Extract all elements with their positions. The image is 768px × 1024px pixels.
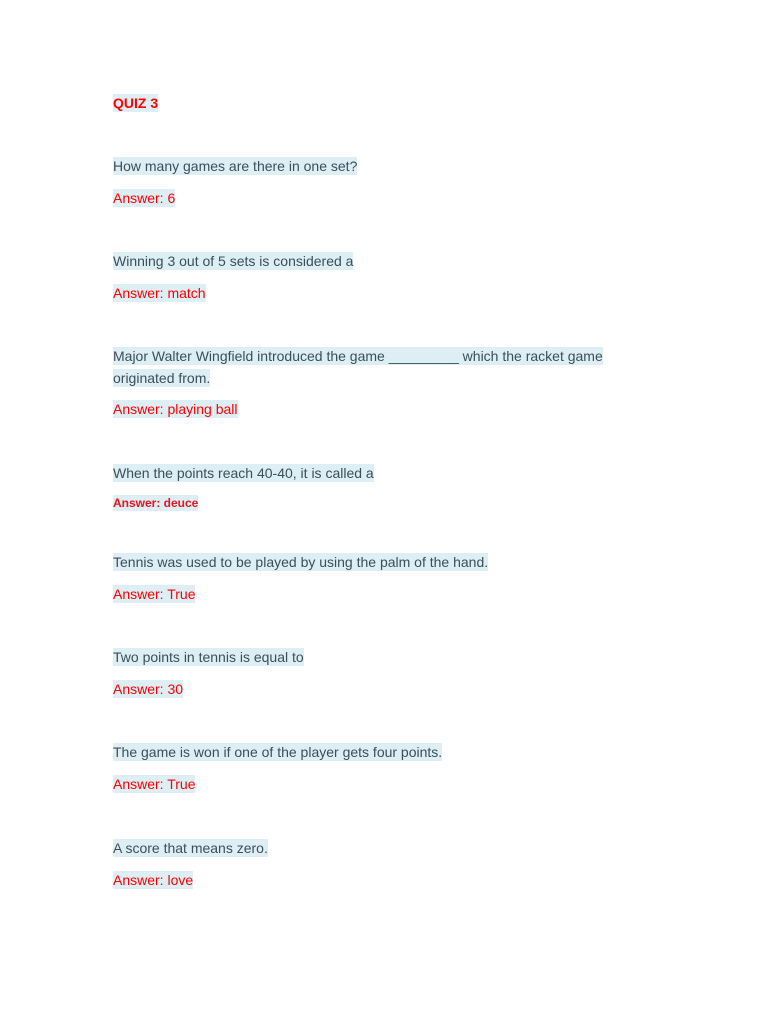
answer-7-text: Answer: True	[113, 776, 196, 792]
answer-8-text: Answer: love	[113, 872, 194, 888]
question-5-text: Tennis was used to be played by using the palm of the hand.	[113, 554, 489, 570]
answer-6	[113, 678, 183, 700]
answer-4	[113, 492, 198, 514]
answer-3	[113, 398, 238, 420]
question-1	[113, 155, 357, 177]
answer-6-text: Answer: 30	[113, 681, 184, 697]
answer-8	[113, 869, 193, 891]
answer-3-text: Answer: playing ball	[113, 401, 238, 417]
question-5	[113, 551, 488, 573]
answer-5	[113, 583, 195, 605]
question-7-text: The game is won if one of the player gets four points.	[113, 744, 443, 760]
question-8	[113, 837, 268, 859]
question-2	[113, 250, 353, 272]
quiz-title-text: QUIZ 3	[113, 95, 159, 111]
question-3-line-1-text: Major Walter Wingfield introduced the game _________ which the racket game	[113, 348, 603, 364]
answer-2	[113, 282, 206, 304]
question-4	[113, 462, 374, 484]
answer-5-text: Answer: True	[113, 586, 196, 602]
question-6-text: Two points in tennis is equal to	[113, 649, 304, 665]
answer-4-text: Answer: deuce	[113, 496, 199, 510]
quiz-title	[113, 92, 158, 114]
question-7	[113, 741, 442, 763]
question-6	[113, 646, 304, 668]
question-3-line-1	[113, 345, 603, 367]
answer-1-text: Answer: 6	[113, 190, 176, 206]
answer-7	[113, 773, 195, 795]
question-3-line-2-text: originated from.	[113, 370, 211, 386]
answer-1	[113, 187, 175, 209]
question-2-text: Winning 3 out of 5 sets is considered a	[113, 253, 354, 269]
question-4-text: When the points reach 40-40, it is called a	[113, 465, 374, 481]
question-3-line-2	[113, 367, 210, 389]
answer-2-text: Answer: match	[113, 285, 206, 301]
question-1-text: How many games are there in one set?	[113, 158, 358, 174]
question-8-text: A score that means zero.	[113, 840, 268, 856]
